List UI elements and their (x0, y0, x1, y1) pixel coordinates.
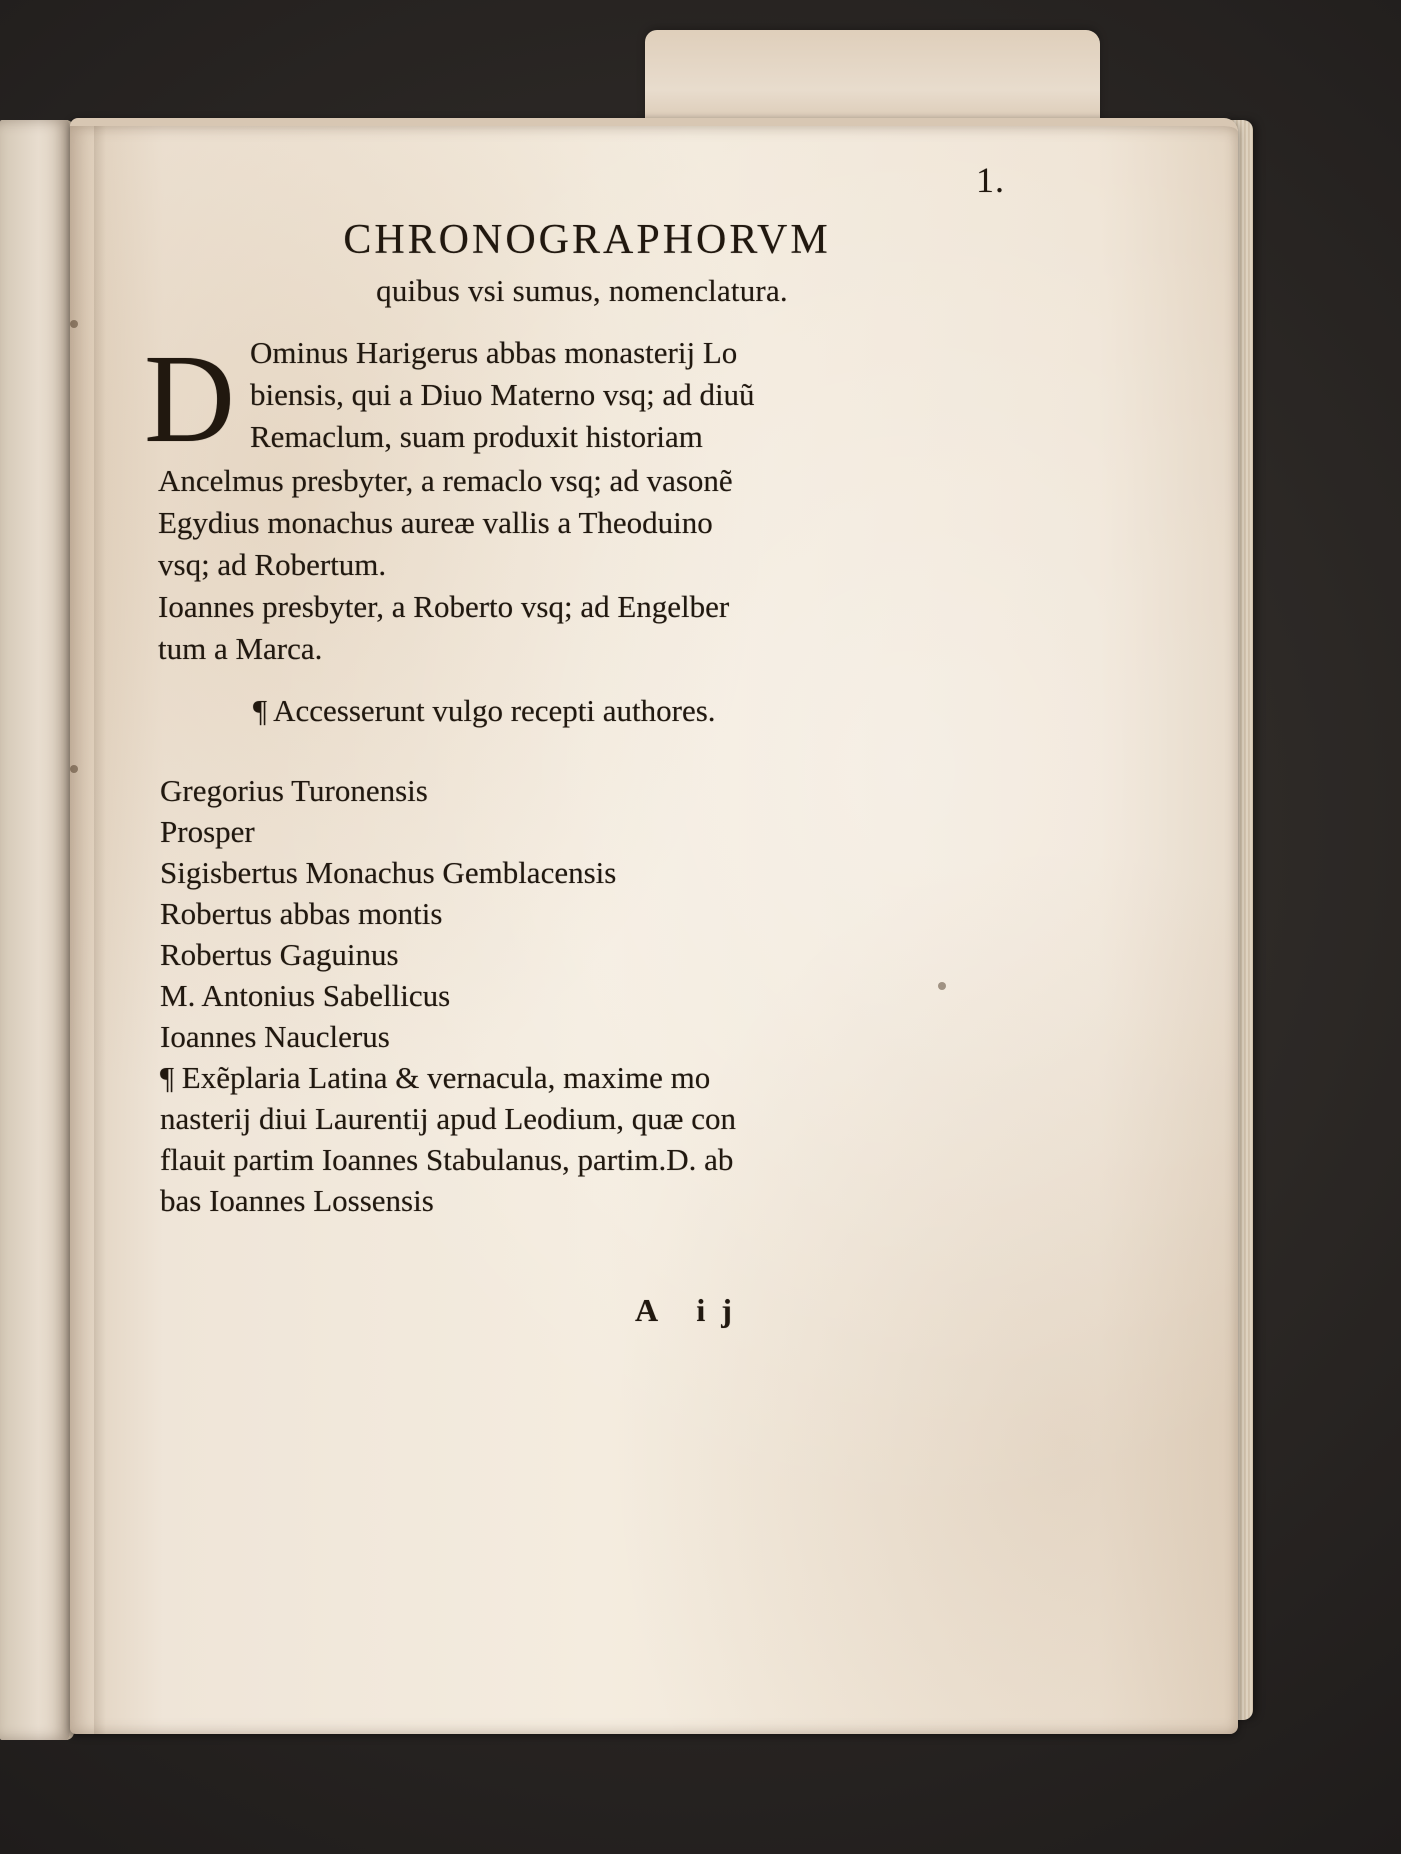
book-page (70, 118, 1238, 1734)
first-chronographer-entry: Ominus Harigerus abbas monasterij Lo biensis, qui a Diuo Materno vsq; ad diuũ Remaclum, suam produxit historiam (250, 335, 755, 454)
left-page-edge (0, 120, 74, 1740)
authors-list: Gregorius Turonensis Prosper Sigisbertus Monachus Gemblacensis Robertus abbas montis Robertus Gaguinus M. Antonius Sabellicus Ioannes Nauclerus ¶ Exẽplaria Latina & vernacula, maxime mo nasterij diui Laurentij apud Leodium, quæ con flauit partim Ioannes Stabulanus, partim.D. ab bas Ioannes Lossensis (160, 773, 736, 1218)
page-tab-edge (645, 30, 1100, 130)
chronographer-entries: Ancelmus presbyter, a remaclo vsq; ad vasonẽ Egydius monachus aureæ vallis a Theoduino vsq; ad Robertum. Ioannes presbyter, a Roberto vsq; ad Engelber tum a Marca. (158, 463, 733, 666)
page-title: CHRONOGRAPHORVM (343, 217, 831, 263)
page-subtitle: quibus vsi sumus, nomenclatura. (376, 273, 788, 308)
folio-number: 1. (976, 160, 1005, 200)
drop-cap: D (144, 330, 235, 469)
paper-stain (938, 982, 946, 990)
paper-stain (70, 320, 78, 328)
page-content (70, 126, 1238, 1734)
signature-mark: A ij (635, 1292, 748, 1328)
page-crease (94, 126, 106, 1734)
added-authors-heading: ¶ Accesserunt vulgo recepti authores. (253, 693, 716, 728)
paper-stain (70, 765, 78, 773)
